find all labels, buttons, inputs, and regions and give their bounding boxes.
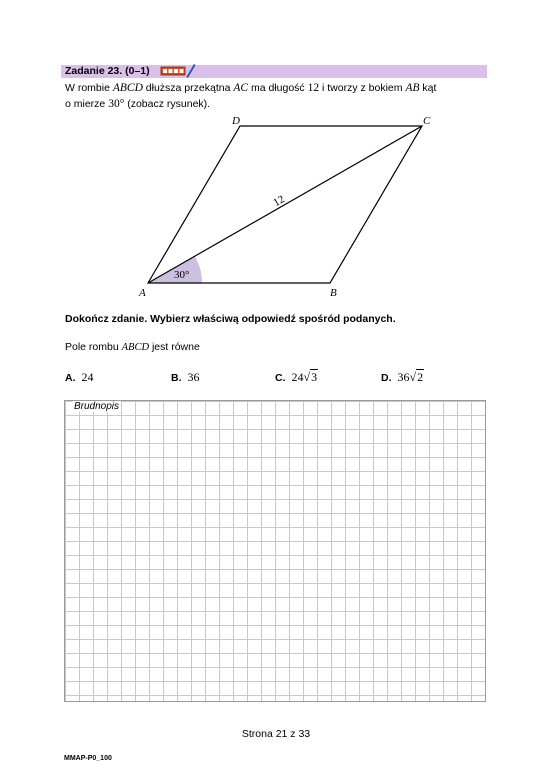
instruction-text: Dokończ zdanie. Wybierz właściwą odpowiedź spośród podanych. <box>65 313 396 325</box>
option-d-radicand: 2 <box>417 370 424 384</box>
vertex-a-label: A <box>139 287 146 299</box>
math-token: AB <box>405 82 420 94</box>
angle-label: 30° <box>174 269 190 281</box>
scratch-label: Brudnopis <box>74 401 120 412</box>
text-segment: W rombie <box>65 82 113 94</box>
question-math: ABCD <box>121 342 150 353</box>
vertex-d-label: D <box>232 115 240 127</box>
option-d-letter: D. <box>381 372 392 384</box>
skill-pencil-icon <box>160 62 196 78</box>
vertex-c-label: C <box>423 115 431 127</box>
option-a-value: 24 <box>81 370 94 384</box>
question-suffix: jest równe <box>149 341 200 353</box>
math-token: 12 <box>307 82 320 94</box>
statement-line-2 <box>65 96 210 112</box>
question-text <box>65 341 200 353</box>
option-c[interactable] <box>275 370 318 385</box>
option-a[interactable] <box>65 370 94 385</box>
scratch-grid[interactable] <box>64 400 486 702</box>
text-segment: (zobacz rysunek). <box>124 98 211 110</box>
option-d-coef: 36 <box>397 370 410 384</box>
option-c-radicand: 3 <box>311 370 318 384</box>
exam-code: MMAP-P0_100 <box>64 755 112 762</box>
question-prefix: Pole rombu <box>65 341 122 353</box>
page-number: Strona 21 z 33 <box>241 728 311 740</box>
text-segment: ma długość <box>248 82 308 94</box>
rhombus-figure <box>135 112 445 302</box>
option-a-letter: A. <box>65 372 76 384</box>
text-segment: kąt <box>419 82 437 94</box>
diagonal-length-label: 12 <box>271 193 287 210</box>
math-token: ABCD <box>112 82 143 94</box>
math-token: 30° <box>108 98 125 110</box>
option-b-letter: B. <box>171 372 182 384</box>
sqrt-symbol: √ <box>409 370 417 384</box>
option-b-value: 36 <box>187 370 200 384</box>
option-c-coef: 24 <box>291 370 304 384</box>
statement-line-1 <box>65 80 436 96</box>
math-token: AC <box>233 82 249 94</box>
option-b[interactable] <box>171 370 200 385</box>
text-segment: dłuższa przekątna <box>142 82 234 94</box>
text-segment: o mierze <box>65 98 109 110</box>
vertex-b-label: B <box>330 287 337 299</box>
option-d[interactable] <box>381 370 424 385</box>
text-segment: i tworzy z bokiem <box>319 82 406 94</box>
sqrt-symbol: √ <box>303 370 311 384</box>
option-c-letter: C. <box>275 372 286 384</box>
task-title: Zadanie 23. (0–1) <box>65 65 150 77</box>
